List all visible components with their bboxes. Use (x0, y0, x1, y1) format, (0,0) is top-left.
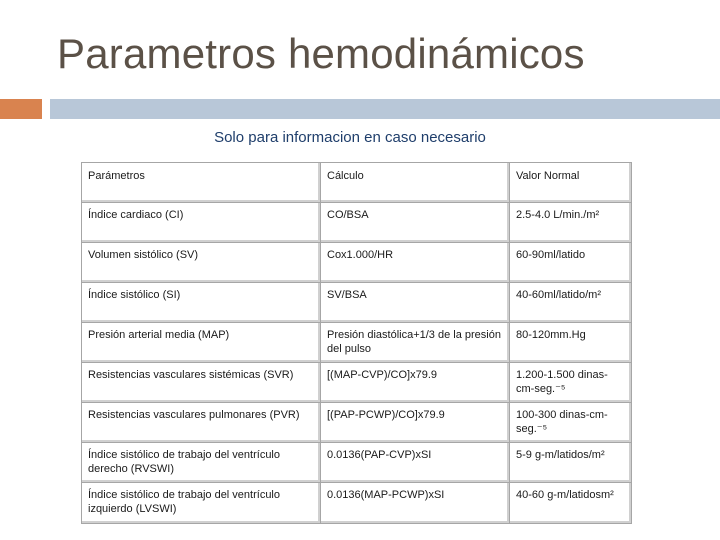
normal-value-cell: 60-90ml/latido (510, 243, 632, 283)
normal-value-cell: 80-120mm.Hg (510, 323, 632, 363)
table-row (82, 403, 632, 443)
normal-value-cell: 40-60 g-m/latidosm² (510, 483, 632, 524)
calculation-cell: Presión diastólica+1/3 de la presión del pulso (321, 323, 510, 363)
parameter-cell: Resistencias vasculares sistémicas (SVR) (82, 363, 321, 403)
accent-bar-orange (0, 99, 42, 119)
header-cell-parameters: Parámetros (82, 163, 321, 203)
slide-title: Parametros hemodinámicos (57, 30, 585, 77)
normal-value-cell: 1.200-1.500 dinas-cm-seg.⁻⁵ (510, 363, 632, 403)
parameter-cell: Índice cardiaco (CI) (82, 203, 321, 243)
normal-value-cell: 100-300 dinas-cm-seg.⁻⁵ (510, 403, 632, 443)
calculation-cell: [(MAP-CVP)/CO]x79.9 (321, 363, 510, 403)
parameter-cell: Resistencias vasculares pulmonares (PVR) (82, 403, 321, 443)
calculation-cell: Cox1.000/HR (321, 243, 510, 283)
parameter-cell: Índice sistólico de trabajo del ventrículo derecho (RVSWI) (82, 443, 321, 483)
calculation-cell: 0.0136(PAP-CVP)xSI (321, 443, 510, 483)
table-row (82, 363, 632, 403)
table-row (82, 323, 632, 363)
parameter-cell: Índice sistólico de trabajo del ventrículo izquierdo (LVSWI) (82, 483, 321, 524)
table-row (82, 203, 632, 243)
normal-value-cell: 2.5-4.0 L/min./m² (510, 203, 632, 243)
calculation-cell: [(PAP-PCWP)/CO]x79.9 (321, 403, 510, 443)
slide-subtitle: Solo para informacion en caso necesario (214, 129, 486, 146)
parameter-cell: Índice sistólico (SI) (82, 283, 321, 323)
header-cell-normal-value: Valor Normal (510, 163, 632, 203)
parameter-cell: Volumen sistólico (SV) (82, 243, 321, 283)
table-row (82, 483, 632, 524)
calculation-cell: CO/BSA (321, 203, 510, 243)
table-row (82, 283, 632, 323)
hemodynamic-parameters-table (81, 162, 632, 524)
normal-value-cell: 5-9 g-m/latidos/m² (510, 443, 632, 483)
table-row (82, 443, 632, 483)
table-header-row (82, 163, 632, 203)
header-cell-calculation: Cálculo (321, 163, 510, 203)
parameter-cell: Presión arterial media (MAP) (82, 323, 321, 363)
calculation-cell: SV/BSA (321, 283, 510, 323)
accent-bar-blue (50, 99, 720, 119)
normal-value-cell: 40-60ml/latido/m² (510, 283, 632, 323)
calculation-cell: 0.0136(MAP-PCWP)xSI (321, 483, 510, 524)
table-row (82, 243, 632, 283)
